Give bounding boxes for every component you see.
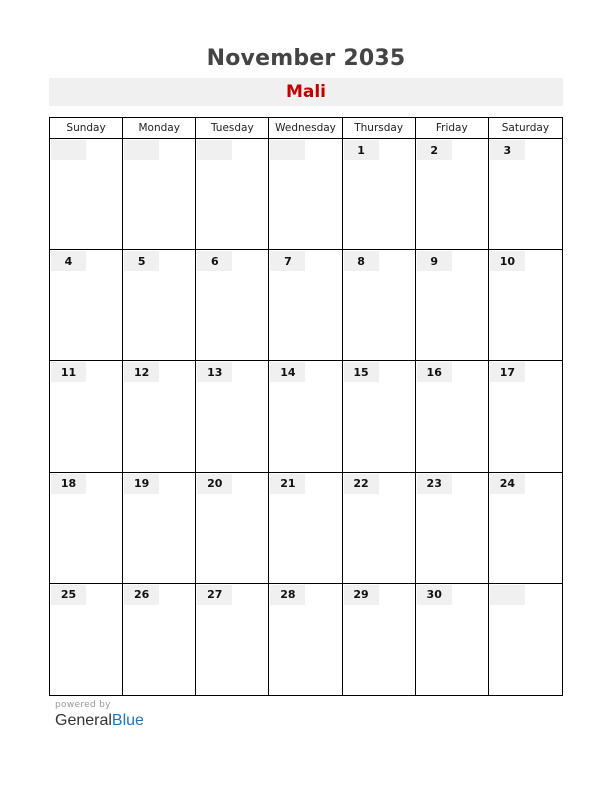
weekday-header-wednesday: Wednesday bbox=[269, 118, 342, 139]
day-cell bbox=[123, 250, 196, 361]
day-cell bbox=[123, 584, 196, 695]
date-number bbox=[51, 140, 86, 160]
day-cell bbox=[123, 139, 196, 250]
day-cell bbox=[269, 473, 342, 584]
date-number: 12 bbox=[124, 362, 159, 382]
footer-branding bbox=[55, 700, 144, 730]
date-number: 18 bbox=[51, 474, 86, 494]
day-cell bbox=[123, 473, 196, 584]
date-number: 1 bbox=[344, 140, 379, 160]
date-number: 26 bbox=[124, 585, 159, 605]
day-cell bbox=[343, 139, 416, 250]
day-cell bbox=[416, 584, 489, 695]
date-number: 9 bbox=[417, 251, 452, 271]
date-number: 29 bbox=[344, 585, 379, 605]
date-number: 28 bbox=[270, 585, 305, 605]
date-number: 27 bbox=[197, 585, 232, 605]
date-number: 15 bbox=[344, 362, 379, 382]
day-cell bbox=[489, 473, 562, 584]
brand-blue-text: Blue bbox=[111, 712, 144, 729]
day-cell bbox=[416, 250, 489, 361]
day-cell bbox=[269, 139, 342, 250]
country-banner bbox=[49, 78, 563, 106]
page-title: November 2035 bbox=[206, 46, 406, 71]
date-number: 10 bbox=[490, 251, 525, 271]
day-cell bbox=[50, 473, 123, 584]
day-cell bbox=[123, 361, 196, 472]
date-number: 23 bbox=[417, 474, 452, 494]
date-number: 11 bbox=[51, 362, 86, 382]
date-number: 5 bbox=[124, 251, 159, 271]
day-cell bbox=[196, 250, 269, 361]
powered-by-text: powered by bbox=[55, 700, 111, 710]
weekday-header-sunday: Sunday bbox=[50, 118, 123, 139]
day-cell bbox=[489, 584, 562, 695]
weekday-header-monday: Monday bbox=[123, 118, 196, 139]
day-cell bbox=[50, 139, 123, 250]
date-number: 17 bbox=[490, 362, 525, 382]
day-cell bbox=[416, 139, 489, 250]
date-number: 4 bbox=[51, 251, 86, 271]
date-number bbox=[197, 140, 232, 160]
date-number: 14 bbox=[270, 362, 305, 382]
generalblue-logo[interactable] bbox=[55, 712, 144, 730]
date-number: 19 bbox=[124, 474, 159, 494]
date-number: 8 bbox=[344, 251, 379, 271]
day-cell bbox=[343, 361, 416, 472]
country-name: Mali bbox=[285, 82, 327, 102]
day-cell bbox=[416, 361, 489, 472]
weekday-header-thursday: Thursday bbox=[343, 118, 416, 139]
day-cell bbox=[269, 361, 342, 472]
date-number bbox=[270, 140, 305, 160]
date-number: 22 bbox=[344, 474, 379, 494]
day-cell bbox=[196, 361, 269, 472]
day-cell bbox=[196, 584, 269, 695]
day-cell bbox=[50, 250, 123, 361]
date-number: 7 bbox=[270, 251, 305, 271]
day-cell bbox=[416, 473, 489, 584]
date-number bbox=[124, 140, 159, 160]
date-number: 16 bbox=[417, 362, 452, 382]
day-cell bbox=[489, 361, 562, 472]
calendar-grid bbox=[49, 117, 563, 696]
weekday-header-tuesday: Tuesday bbox=[196, 118, 269, 139]
date-number bbox=[490, 585, 525, 605]
date-number: 13 bbox=[197, 362, 232, 382]
day-cell bbox=[196, 473, 269, 584]
weekday-header-saturday: Saturday bbox=[489, 118, 562, 139]
day-cell bbox=[489, 250, 562, 361]
day-cell bbox=[343, 473, 416, 584]
date-number: 2 bbox=[417, 140, 452, 160]
date-number: 21 bbox=[270, 474, 305, 494]
day-cell bbox=[489, 139, 562, 250]
date-number: 3 bbox=[490, 140, 525, 160]
date-number: 24 bbox=[490, 474, 525, 494]
day-cell bbox=[269, 250, 342, 361]
date-number: 20 bbox=[197, 474, 232, 494]
date-number: 25 bbox=[51, 585, 86, 605]
day-cell bbox=[343, 584, 416, 695]
brand-general-text: General bbox=[55, 712, 112, 729]
day-cell bbox=[50, 584, 123, 695]
date-number: 30 bbox=[417, 585, 452, 605]
day-cell bbox=[196, 139, 269, 250]
date-number: 6 bbox=[197, 251, 232, 271]
weekday-header-friday: Friday bbox=[416, 118, 489, 139]
day-cell bbox=[343, 250, 416, 361]
day-cell bbox=[269, 584, 342, 695]
day-cell bbox=[50, 361, 123, 472]
